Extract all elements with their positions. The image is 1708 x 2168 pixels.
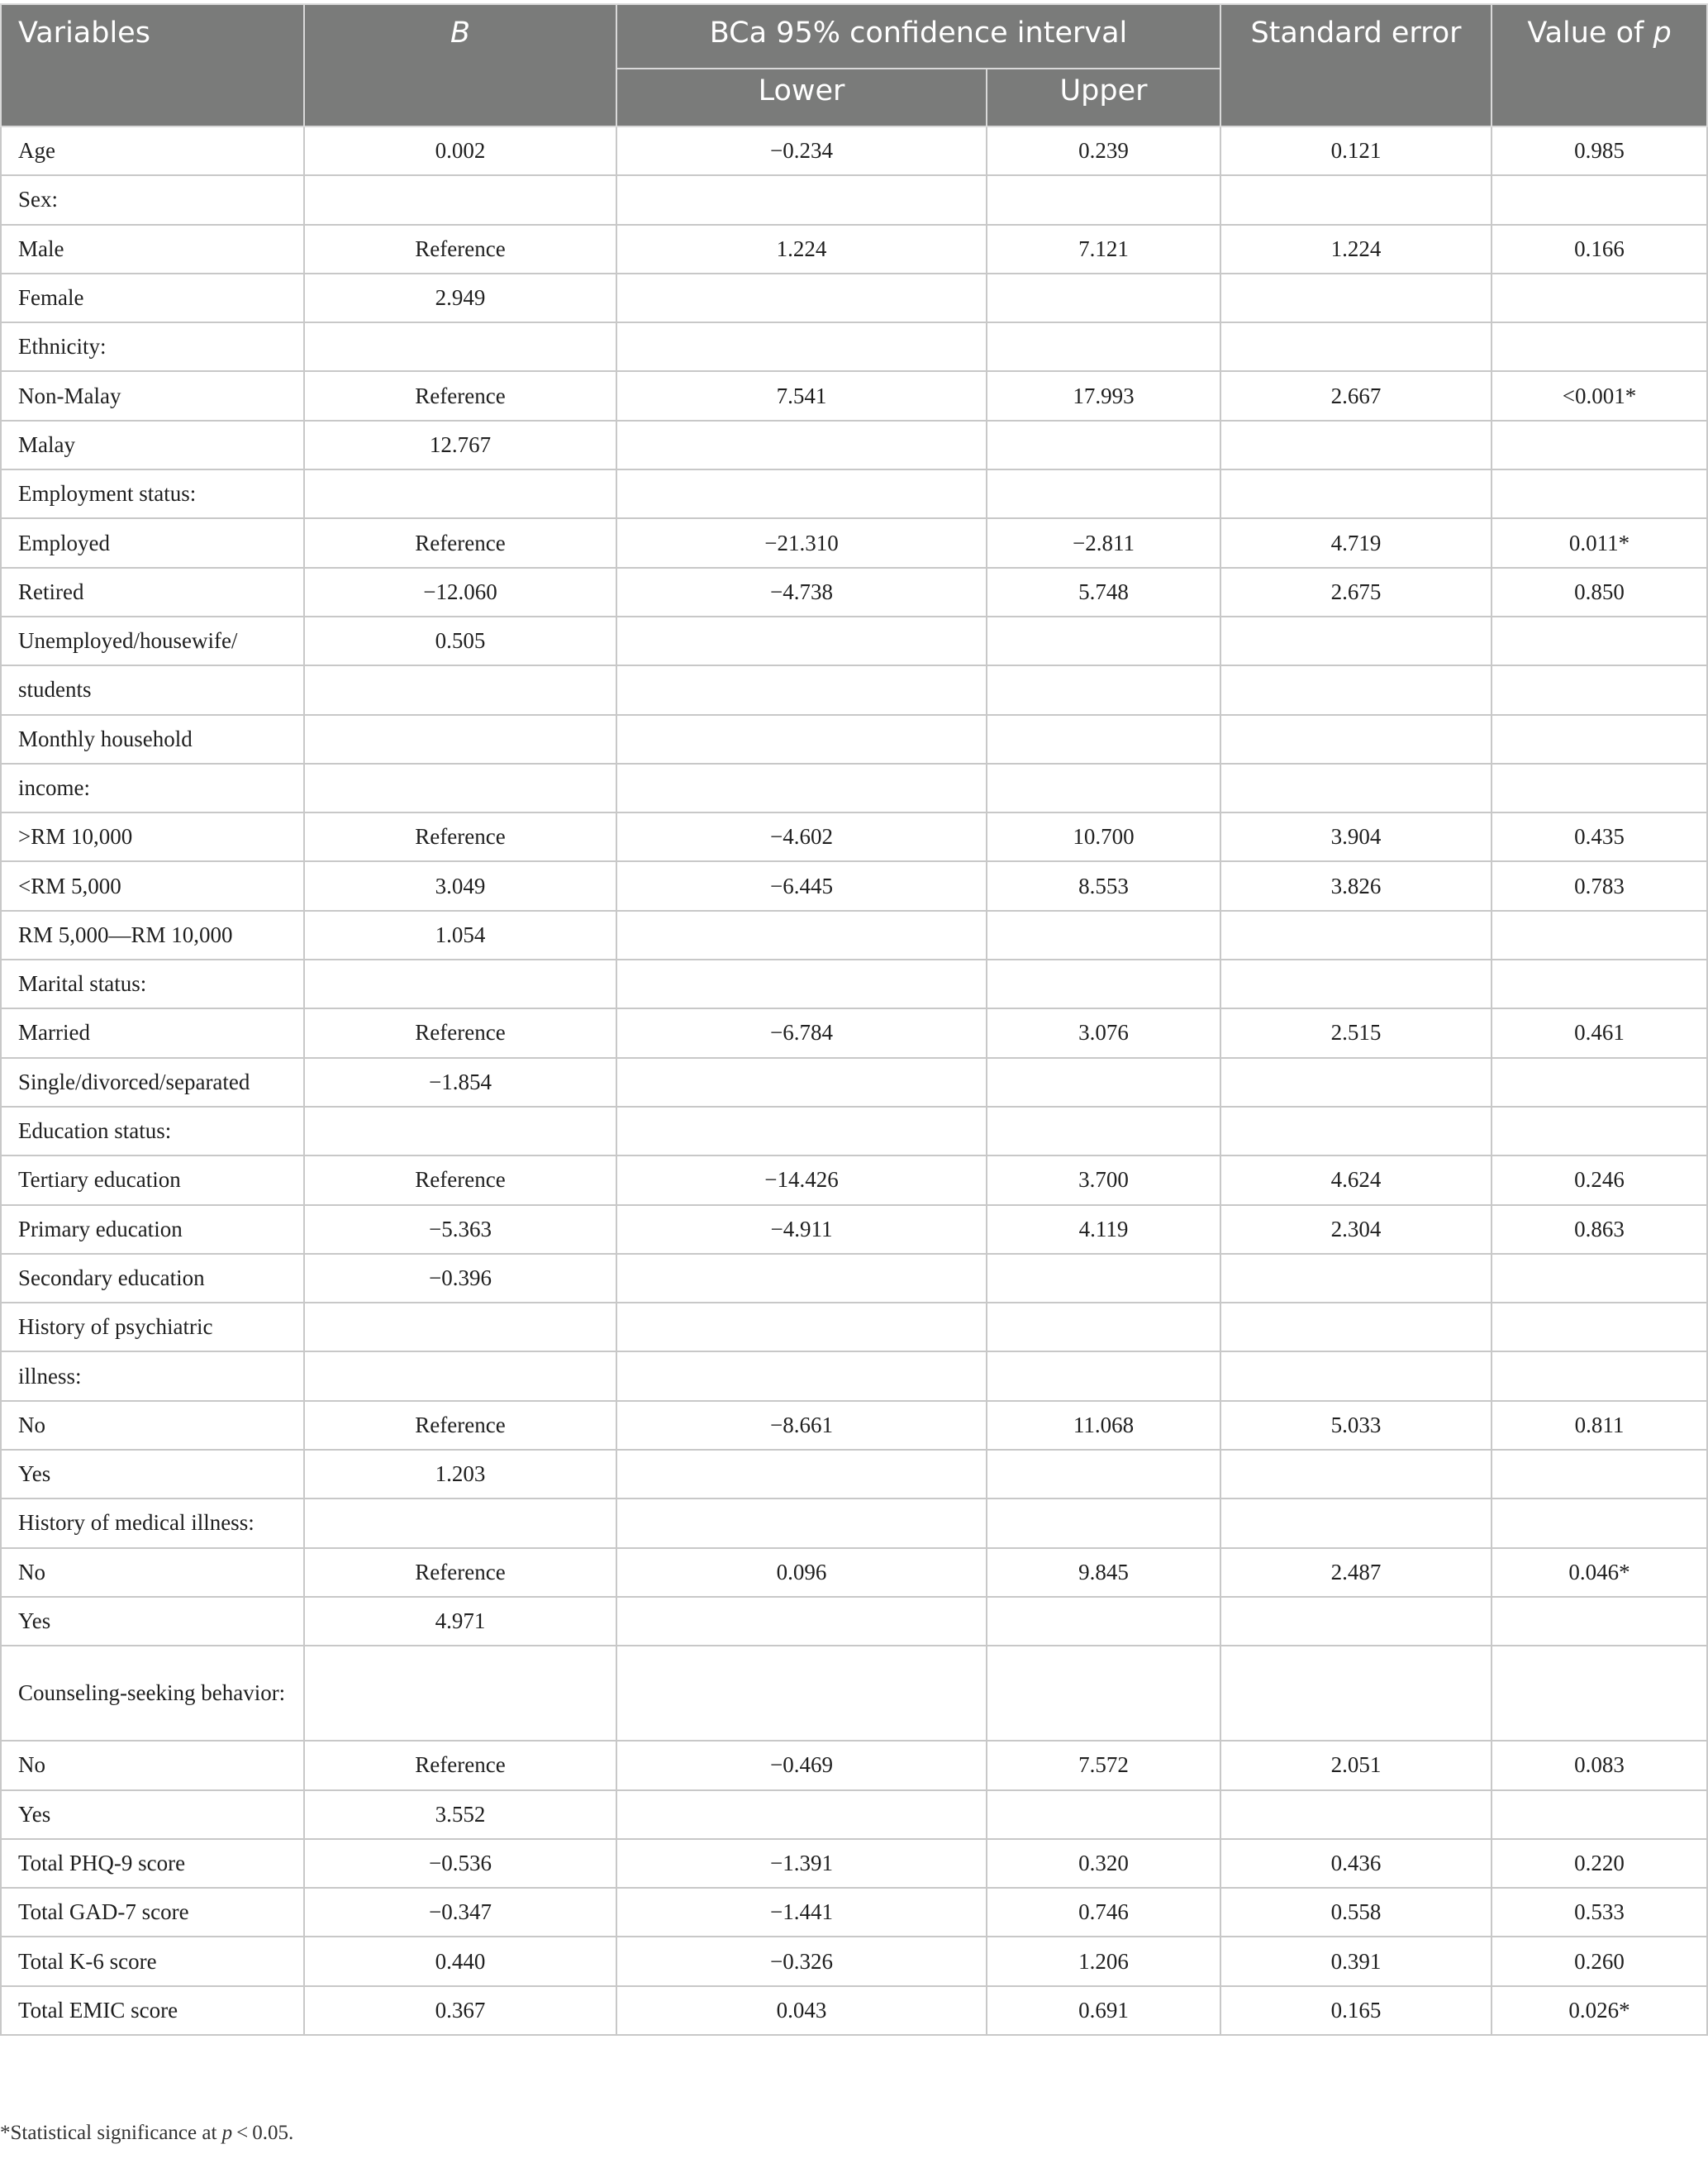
table-row	[1, 861, 1707, 910]
cell-variable: Unemployed/housewife/	[1, 617, 304, 665]
cell-variable: >RM 10,000	[1, 812, 304, 861]
cell-ci-lower: 0.043	[616, 1986, 987, 2035]
cell-ci-upper	[987, 1790, 1220, 1839]
table-row	[1, 1741, 1707, 1789]
cell-ci-lower	[616, 469, 987, 518]
cell-b: −0.536	[304, 1839, 616, 1888]
cell-standard-error: 0.391	[1220, 1937, 1492, 1985]
cell-b	[304, 1303, 616, 1351]
header-ci: BCa 95% confidence interval	[616, 4, 1220, 69]
cell-ci-lower	[616, 1499, 987, 1547]
table-row	[1, 1888, 1707, 1937]
footnote	[0, 2122, 293, 2145]
cell-b: Reference	[304, 1401, 616, 1450]
cell-standard-error: 4.719	[1220, 518, 1492, 567]
cell-standard-error	[1220, 1646, 1492, 1741]
cell-p-value	[1492, 1107, 1707, 1155]
cell-ci-lower	[616, 715, 987, 764]
table-row	[1, 225, 1707, 274]
cell-variable: Counseling-seeking behavior:	[1, 1646, 304, 1741]
table-row	[1, 1548, 1707, 1597]
cell-p-value: 0.811	[1492, 1401, 1707, 1450]
cell-variable: income:	[1, 764, 304, 812]
cell-b: Reference	[304, 1155, 616, 1204]
cell-b: 3.049	[304, 861, 616, 910]
cell-standard-error	[1220, 1254, 1492, 1303]
cell-variable: Age	[1, 126, 304, 175]
table-row	[1, 469, 1707, 518]
cell-b: −0.347	[304, 1888, 616, 1937]
table-row	[1, 421, 1707, 469]
cell-standard-error: 3.904	[1220, 812, 1492, 861]
cell-p-value	[1492, 1058, 1707, 1107]
table-row	[1, 911, 1707, 960]
cell-b: −12.060	[304, 568, 616, 617]
cell-b: Reference	[304, 1741, 616, 1789]
cell-ci-upper	[987, 1254, 1220, 1303]
cell-ci-upper	[987, 322, 1220, 371]
cell-standard-error	[1220, 715, 1492, 764]
cell-p-value	[1492, 1254, 1707, 1303]
cell-ci-upper	[987, 1351, 1220, 1400]
cell-p-value	[1492, 665, 1707, 714]
table-row	[1, 1986, 1707, 2035]
table-row	[1, 371, 1707, 420]
table-row	[1, 322, 1707, 371]
table-row	[1, 1107, 1707, 1155]
cell-ci-lower	[616, 911, 987, 960]
table-body	[1, 126, 1707, 2035]
cell-b: Reference	[304, 812, 616, 861]
cell-ci-lower	[616, 1303, 987, 1351]
cell-ci-lower: −8.661	[616, 1401, 987, 1450]
cell-p-value	[1492, 1351, 1707, 1400]
cell-ci-lower: −4.911	[616, 1205, 987, 1254]
cell-standard-error: 3.826	[1220, 861, 1492, 910]
header-p-prefix: Value of	[1527, 17, 1653, 50]
cell-variable: Male	[1, 225, 304, 274]
cell-standard-error: 2.667	[1220, 371, 1492, 420]
cell-standard-error	[1220, 322, 1492, 371]
cell-standard-error	[1220, 617, 1492, 665]
cell-variable: Malay	[1, 421, 304, 469]
cell-standard-error	[1220, 421, 1492, 469]
cell-ci-upper: 7.121	[987, 225, 1220, 274]
cell-ci-upper	[987, 960, 1220, 1008]
cell-ci-upper: 7.572	[987, 1741, 1220, 1789]
cell-b	[304, 1351, 616, 1400]
cell-p-value	[1492, 1790, 1707, 1839]
cell-ci-upper	[987, 1450, 1220, 1499]
cell-b	[304, 1646, 616, 1741]
cell-p-value	[1492, 1499, 1707, 1547]
cell-variable: Total K-6 score	[1, 1937, 304, 1985]
cell-variable: History of medical illness:	[1, 1499, 304, 1547]
cell-p-value: 0.461	[1492, 1008, 1707, 1057]
cell-p-value: 0.026*	[1492, 1986, 1707, 2035]
cell-b	[304, 764, 616, 812]
cell-standard-error	[1220, 469, 1492, 518]
cell-ci-lower	[616, 1058, 987, 1107]
table-row	[1, 274, 1707, 322]
cell-b	[304, 469, 616, 518]
cell-ci-upper: 11.068	[987, 1401, 1220, 1450]
table-row	[1, 960, 1707, 1008]
cell-b	[304, 1107, 616, 1155]
cell-variable: No	[1, 1741, 304, 1789]
table-row	[1, 1008, 1707, 1057]
cell-b	[304, 665, 616, 714]
cell-b: −1.854	[304, 1058, 616, 1107]
cell-standard-error: 2.515	[1220, 1008, 1492, 1057]
cell-ci-lower	[616, 1450, 987, 1499]
cell-variable: Married	[1, 1008, 304, 1057]
cell-standard-error	[1220, 1303, 1492, 1351]
table-row	[1, 518, 1707, 567]
table-row	[1, 1058, 1707, 1107]
cell-standard-error	[1220, 960, 1492, 1008]
cell-ci-lower	[616, 665, 987, 714]
cell-b: 12.767	[304, 421, 616, 469]
cell-b: 3.552	[304, 1790, 616, 1839]
cell-standard-error: 0.436	[1220, 1839, 1492, 1888]
cell-ci-lower: −0.234	[616, 126, 987, 175]
header-b: B	[304, 4, 616, 126]
cell-variable: History of psychiatric	[1, 1303, 304, 1351]
cell-standard-error	[1220, 1597, 1492, 1646]
table-row	[1, 1839, 1707, 1888]
table-row	[1, 1937, 1707, 1985]
cell-b: Reference	[304, 1008, 616, 1057]
cell-standard-error	[1220, 175, 1492, 224]
table-row	[1, 1499, 1707, 1547]
cell-ci-lower	[616, 322, 987, 371]
cell-ci-lower	[616, 274, 987, 322]
cell-ci-lower: −1.391	[616, 1839, 987, 1888]
cell-ci-lower: −4.602	[616, 812, 987, 861]
cell-ci-lower: 0.096	[616, 1548, 987, 1597]
cell-b: 1.203	[304, 1450, 616, 1499]
cell-ci-upper	[987, 1303, 1220, 1351]
cell-ci-upper: 8.553	[987, 861, 1220, 910]
cell-ci-upper	[987, 665, 1220, 714]
cell-ci-upper: −2.811	[987, 518, 1220, 567]
cell-ci-upper: 0.320	[987, 1839, 1220, 1888]
cell-p-value	[1492, 274, 1707, 322]
cell-p-value: <0.001*	[1492, 371, 1707, 420]
table-row	[1, 1646, 1707, 1741]
cell-b	[304, 960, 616, 1008]
table-row	[1, 1351, 1707, 1400]
cell-ci-upper: 3.076	[987, 1008, 1220, 1057]
footnote-p: p	[221, 2122, 233, 2144]
cell-ci-lower: −6.784	[616, 1008, 987, 1057]
cell-ci-lower	[616, 1107, 987, 1155]
table-row	[1, 1401, 1707, 1450]
cell-variable: Employed	[1, 518, 304, 567]
cell-ci-upper: 1.206	[987, 1937, 1220, 1985]
cell-ci-upper	[987, 617, 1220, 665]
cell-variable: Monthly household	[1, 715, 304, 764]
cell-p-value	[1492, 1597, 1707, 1646]
cell-p-value	[1492, 764, 1707, 812]
table-row	[1, 1254, 1707, 1303]
cell-b: 0.002	[304, 126, 616, 175]
cell-standard-error: 2.675	[1220, 568, 1492, 617]
cell-p-value	[1492, 1303, 1707, 1351]
cell-p-value: 0.783	[1492, 861, 1707, 910]
cell-standard-error	[1220, 764, 1492, 812]
cell-ci-lower: −21.310	[616, 518, 987, 567]
cell-ci-lower: −14.426	[616, 1155, 987, 1204]
table-row	[1, 1597, 1707, 1646]
cell-variable: Yes	[1, 1450, 304, 1499]
header-lower: Lower	[616, 69, 987, 126]
cell-ci-lower	[616, 1254, 987, 1303]
cell-p-value	[1492, 911, 1707, 960]
cell-variable: No	[1, 1548, 304, 1597]
cell-p-value	[1492, 175, 1707, 224]
regression-table	[0, 3, 1708, 2036]
cell-p-value: 0.850	[1492, 568, 1707, 617]
cell-variable: Single/divorced/separated	[1, 1058, 304, 1107]
cell-variable: Sex:	[1, 175, 304, 224]
cell-variable: Education status:	[1, 1107, 304, 1155]
cell-standard-error	[1220, 1351, 1492, 1400]
cell-variable: students	[1, 665, 304, 714]
cell-ci-lower: −4.738	[616, 568, 987, 617]
cell-p-value: 0.011*	[1492, 518, 1707, 567]
cell-ci-lower	[616, 764, 987, 812]
cell-standard-error	[1220, 274, 1492, 322]
cell-variable: Total PHQ-9 score	[1, 1839, 304, 1888]
cell-ci-lower: −1.441	[616, 1888, 987, 1937]
header-variables: Variables	[1, 4, 304, 126]
cell-ci-upper	[987, 715, 1220, 764]
cell-standard-error: 2.051	[1220, 1741, 1492, 1789]
cell-ci-lower: 1.224	[616, 225, 987, 274]
cell-ci-upper	[987, 1499, 1220, 1547]
cell-b: 4.971	[304, 1597, 616, 1646]
cell-ci-upper	[987, 1058, 1220, 1107]
cell-standard-error	[1220, 1107, 1492, 1155]
cell-ci-lower	[616, 617, 987, 665]
header-standard-error: Standard error	[1220, 4, 1492, 126]
cell-standard-error: 5.033	[1220, 1401, 1492, 1450]
table-row	[1, 568, 1707, 617]
cell-ci-upper	[987, 1107, 1220, 1155]
cell-ci-lower	[616, 960, 987, 1008]
cell-ci-lower: 7.541	[616, 371, 987, 420]
cell-p-value: 0.220	[1492, 1839, 1707, 1888]
cell-p-value: 0.533	[1492, 1888, 1707, 1937]
cell-b: 1.054	[304, 911, 616, 960]
cell-standard-error: 2.487	[1220, 1548, 1492, 1597]
cell-b	[304, 175, 616, 224]
cell-p-value	[1492, 1450, 1707, 1499]
cell-b: Reference	[304, 518, 616, 567]
cell-ci-upper	[987, 1597, 1220, 1646]
cell-variable: Secondary education	[1, 1254, 304, 1303]
cell-ci-lower: −6.445	[616, 861, 987, 910]
table-row	[1, 126, 1707, 175]
cell-p-value	[1492, 421, 1707, 469]
cell-b	[304, 1499, 616, 1547]
cell-variable: RM 5,000—RM 10,000	[1, 911, 304, 960]
cell-p-value: 0.166	[1492, 225, 1707, 274]
cell-p-value	[1492, 617, 1707, 665]
cell-standard-error	[1220, 1450, 1492, 1499]
cell-variable: illness:	[1, 1351, 304, 1400]
cell-p-value: 0.246	[1492, 1155, 1707, 1204]
footnote-prefix: *Statistical significance at	[0, 2122, 222, 2144]
cell-ci-upper	[987, 175, 1220, 224]
cell-ci-lower	[616, 1351, 987, 1400]
cell-standard-error	[1220, 911, 1492, 960]
cell-standard-error: 2.304	[1220, 1205, 1492, 1254]
table-row	[1, 1790, 1707, 1839]
cell-b: 0.367	[304, 1986, 616, 2035]
table-row	[1, 1155, 1707, 1204]
header-p-letter: p	[1653, 17, 1672, 50]
cell-b: 0.505	[304, 617, 616, 665]
cell-variable: Tertiary education	[1, 1155, 304, 1204]
table-row	[1, 715, 1707, 764]
footnote-suffix: < 0.05.	[232, 2122, 294, 2144]
table-row	[1, 812, 1707, 861]
cell-variable: No	[1, 1401, 304, 1450]
cell-variable: Non-Malay	[1, 371, 304, 420]
cell-ci-upper	[987, 1646, 1220, 1741]
cell-b: Reference	[304, 1548, 616, 1597]
table-row	[1, 665, 1707, 714]
cell-variable: Retired	[1, 568, 304, 617]
cell-standard-error	[1220, 1790, 1492, 1839]
table-header	[1, 4, 1707, 126]
cell-standard-error	[1220, 665, 1492, 714]
cell-b: 2.949	[304, 274, 616, 322]
cell-variable: Yes	[1, 1597, 304, 1646]
table-row	[1, 175, 1707, 224]
cell-ci-upper	[987, 421, 1220, 469]
cell-ci-upper	[987, 469, 1220, 518]
cell-p-value: 0.863	[1492, 1205, 1707, 1254]
cell-ci-lower: −0.326	[616, 1937, 987, 1985]
cell-ci-upper: 17.993	[987, 371, 1220, 420]
cell-ci-upper: 9.845	[987, 1548, 1220, 1597]
cell-p-value: 0.985	[1492, 126, 1707, 175]
cell-p-value: 0.260	[1492, 1937, 1707, 1985]
cell-p-value	[1492, 469, 1707, 518]
header-upper: Upper	[987, 69, 1220, 126]
header-p-value	[1492, 4, 1707, 126]
cell-ci-lower	[616, 1790, 987, 1839]
cell-ci-lower	[616, 421, 987, 469]
table-row	[1, 764, 1707, 812]
cell-ci-upper: 0.239	[987, 126, 1220, 175]
cell-variable: Female	[1, 274, 304, 322]
cell-standard-error: 4.624	[1220, 1155, 1492, 1204]
cell-p-value: 0.083	[1492, 1741, 1707, 1789]
cell-b	[304, 715, 616, 764]
cell-ci-upper: 0.691	[987, 1986, 1220, 2035]
cell-standard-error	[1220, 1499, 1492, 1547]
cell-ci-lower: −0.469	[616, 1741, 987, 1789]
cell-variable: Marital status:	[1, 960, 304, 1008]
table-row	[1, 617, 1707, 665]
cell-variable: Total GAD-7 score	[1, 1888, 304, 1937]
cell-b: −0.396	[304, 1254, 616, 1303]
cell-b: Reference	[304, 225, 616, 274]
cell-ci-upper: 4.119	[987, 1205, 1220, 1254]
cell-standard-error: 0.558	[1220, 1888, 1492, 1937]
cell-b: Reference	[304, 371, 616, 420]
cell-p-value: 0.046*	[1492, 1548, 1707, 1597]
cell-variable: Total EMIC score	[1, 1986, 304, 2035]
cell-p-value	[1492, 715, 1707, 764]
cell-b: 0.440	[304, 1937, 616, 1985]
cell-variable: Ethnicity:	[1, 322, 304, 371]
cell-standard-error: 0.121	[1220, 126, 1492, 175]
cell-ci-lower	[616, 1597, 987, 1646]
cell-p-value	[1492, 322, 1707, 371]
cell-b: −5.363	[304, 1205, 616, 1254]
cell-ci-upper: 3.700	[987, 1155, 1220, 1204]
cell-variable: Employment status:	[1, 469, 304, 518]
table-row	[1, 1205, 1707, 1254]
cell-ci-lower	[616, 175, 987, 224]
cell-variable: Primary education	[1, 1205, 304, 1254]
table-row	[1, 1450, 1707, 1499]
cell-ci-upper: 5.748	[987, 568, 1220, 617]
cell-ci-upper	[987, 764, 1220, 812]
cell-standard-error: 1.224	[1220, 225, 1492, 274]
cell-standard-error	[1220, 1058, 1492, 1107]
cell-p-value: 0.435	[1492, 812, 1707, 861]
cell-ci-upper	[987, 911, 1220, 960]
cell-standard-error: 0.165	[1220, 1986, 1492, 2035]
table-row	[1, 1303, 1707, 1351]
cell-ci-upper: 0.746	[987, 1888, 1220, 1937]
cell-variable: <RM 5,000	[1, 861, 304, 910]
cell-p-value	[1492, 1646, 1707, 1741]
cell-b	[304, 322, 616, 371]
cell-ci-upper	[987, 274, 1220, 322]
cell-ci-upper: 10.700	[987, 812, 1220, 861]
cell-ci-lower	[616, 1646, 987, 1741]
cell-variable: Yes	[1, 1790, 304, 1839]
cell-p-value	[1492, 960, 1707, 1008]
